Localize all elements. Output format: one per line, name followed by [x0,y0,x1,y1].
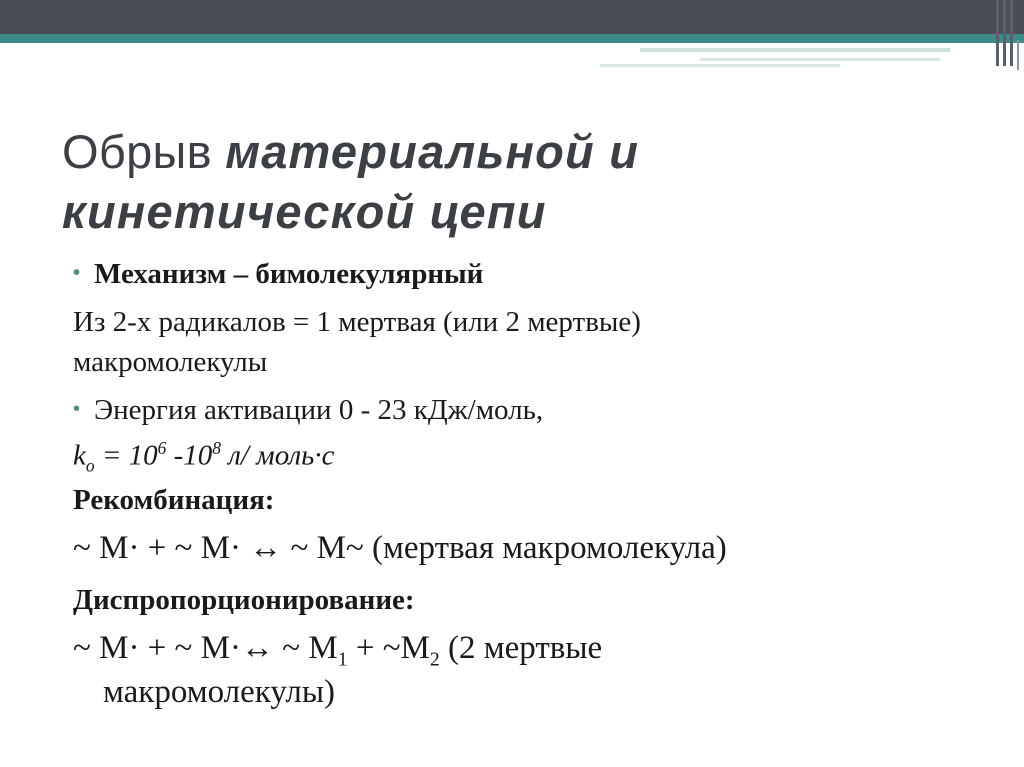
recombination-heading: Рекомбинация: [73,484,275,516]
k-units: л/ моль·с [220,439,335,472]
disproportionation-equation [73,630,602,672]
equation-part: + ~M [347,630,430,666]
disproportionation-equation-cont: макромолекулы) [103,674,336,710]
k-equals: = 10 [94,439,158,472]
subscript: 1 [337,648,348,671]
equation-part: ~ M· + ~ M·↔ ~ M [73,630,338,666]
bullet-text: Энергия активации 0 - 23 кДж/моль, [94,394,544,426]
slide-title [62,122,1002,242]
equation-part: (2 мертвые [439,630,603,666]
header-edge [1010,0,1013,66]
title-plain: Обрыв [62,125,212,178]
header-edge [996,0,999,66]
bullet-item [73,258,483,291]
title-emphasis: кинетической цепи [62,185,547,238]
header-edge [1017,40,1019,70]
k-exponent: 6 [157,438,167,458]
k-range: -10 [166,439,213,472]
header-edge [1003,0,1006,66]
bullet-text: Механизм – бимолекулярный [94,258,484,290]
text-line: макромолекулы [73,346,268,378]
k-symbol: k [73,439,86,472]
bullet-item [73,394,543,427]
header-line [600,64,840,67]
k-subscript: o [85,455,95,476]
bullet-icon: • [73,398,81,420]
bullet-icon: • [73,262,81,284]
header-line [700,58,940,61]
header-dark-bar [0,0,1024,34]
disproportionation-heading: Диспропорционирование: [73,584,415,616]
header-teal-bar [0,34,1024,43]
rate-constant [73,438,334,476]
header-line [640,48,950,52]
text-line: Из 2-х радикалов = 1 мертвая (или 2 мертвые) [73,306,641,338]
subscript: 2 [429,648,440,671]
k-exponent: 8 [212,438,221,458]
title-emphasis: материальной и [225,125,640,178]
recombination-equation: ~ M· + ~ M· ↔ ~ M~ (мертвая макромолекула) [73,530,727,566]
